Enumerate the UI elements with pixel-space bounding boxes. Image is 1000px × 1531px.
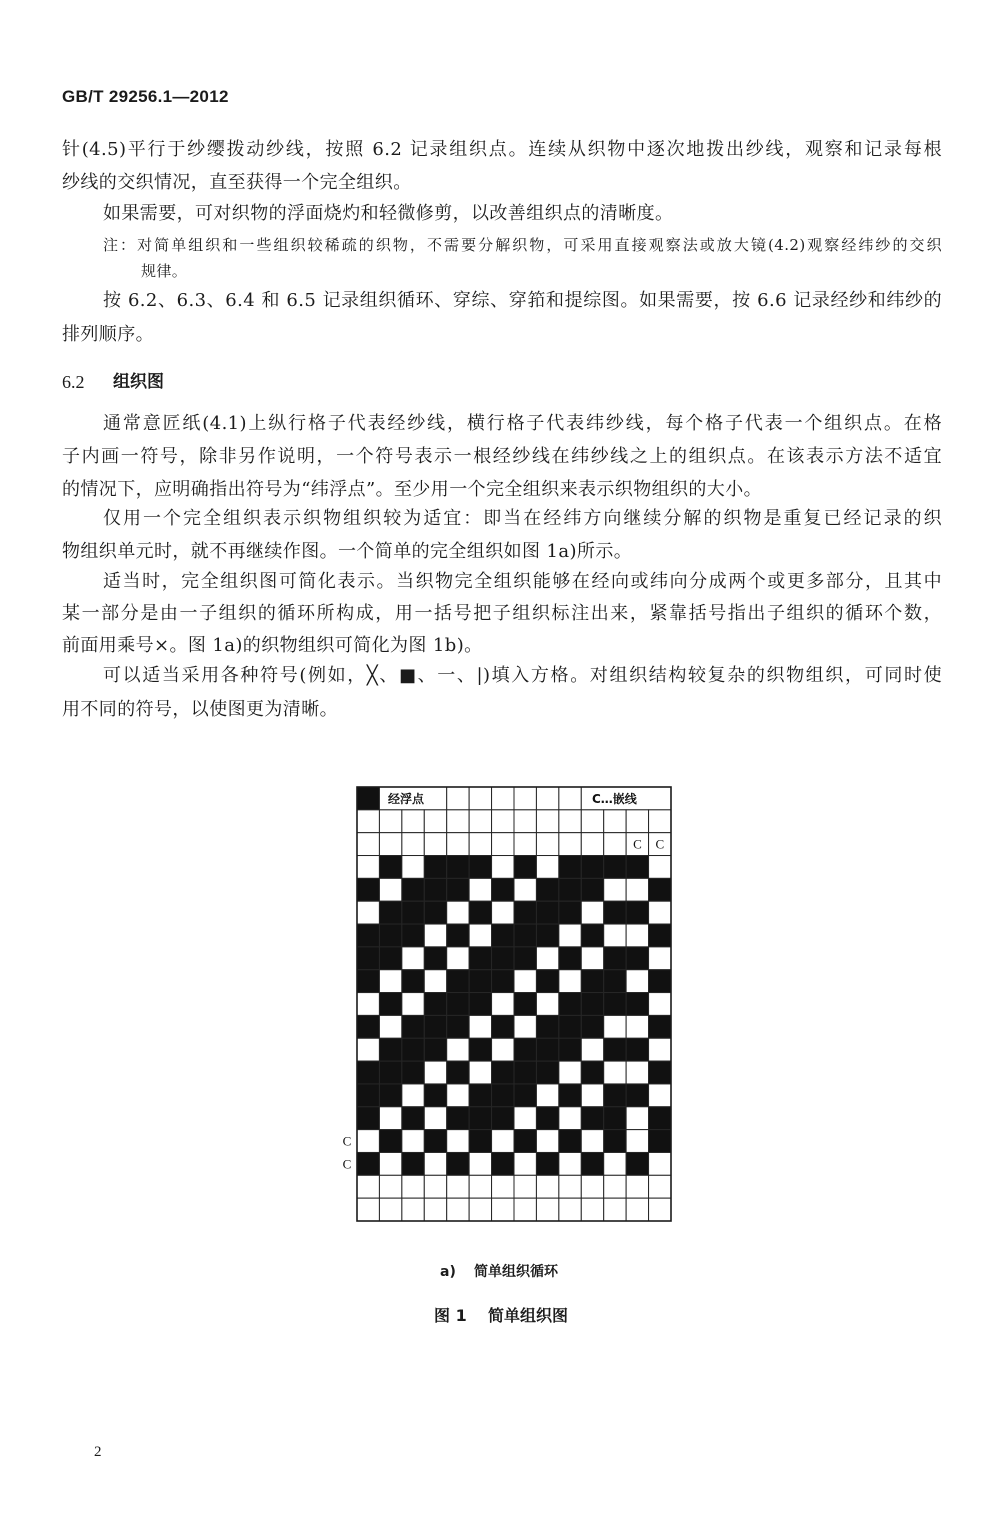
header-cell	[447, 787, 469, 810]
weave-cell	[424, 924, 446, 947]
weave-cell	[447, 924, 469, 947]
weave-cell	[514, 1152, 536, 1175]
weave-cell	[649, 856, 671, 879]
weave-cell	[559, 947, 581, 970]
weave-cell	[424, 1175, 446, 1198]
weave-cell	[469, 970, 491, 993]
weave-cell	[379, 1061, 401, 1084]
paragraph-line: 子内画一符号，除非另作说明，一个符号表示一根经纱线在纬纱线之上的组织点。在该表示方法不适宜	[62, 446, 942, 467]
weave-cell	[604, 856, 626, 879]
weave-cell	[492, 924, 514, 947]
weave-cell	[604, 947, 626, 970]
weave-cell	[447, 856, 469, 879]
weave-cell	[604, 1198, 626, 1221]
paragraph-line: 排列顺序。	[62, 324, 154, 345]
paragraph-line: 针(4.5)平行于纱缨拨动纱线，按照 6.2 记录组织点。连续从织物中逐次地拨出纱线，观察和记录每根	[62, 139, 942, 160]
weave-cell	[469, 810, 491, 833]
paragraph-line: 可以适当采用各种符号(例如，╳、■、一、|)填入方格。对组织结构较复杂的织物组织，可同时使	[103, 665, 942, 686]
paragraph-line: 如果需要，可对织物的浮面烧灼和轻微修剪，以改善组织点的清晰度。	[103, 203, 674, 224]
weave-cell	[447, 1107, 469, 1130]
page-number: 2	[94, 1444, 102, 1460]
weave-cell	[379, 901, 401, 924]
weave-cell	[447, 833, 469, 856]
weave-cell	[559, 924, 581, 947]
weave-cell	[536, 901, 558, 924]
weave-cell	[649, 1015, 671, 1038]
weave-cell	[626, 901, 648, 924]
weave-cell	[581, 1130, 603, 1153]
weave-cell	[492, 947, 514, 970]
weave-cell	[581, 810, 603, 833]
weave-diagram	[330, 780, 690, 1230]
weave-cell	[536, 1084, 558, 1107]
weave-cell	[604, 1175, 626, 1198]
weave-cell	[379, 1084, 401, 1107]
weave-cell	[447, 993, 469, 1016]
weave-cell	[581, 878, 603, 901]
note-line: 规律。	[141, 262, 188, 280]
weave-cell	[447, 810, 469, 833]
weave-cell	[536, 993, 558, 1016]
legend-warp-float-label: 经浮点	[388, 792, 425, 806]
weave-cell	[604, 878, 626, 901]
weave-cell	[604, 1130, 626, 1153]
weave-cell	[536, 1107, 558, 1130]
weave-cell	[469, 833, 491, 856]
weave-cell	[402, 1198, 424, 1221]
weave-cell	[604, 1038, 626, 1061]
weave-cell	[559, 1198, 581, 1221]
weave-cell	[536, 924, 558, 947]
weave-cell	[514, 1084, 536, 1107]
weave-cell	[469, 901, 491, 924]
weave-cell	[581, 924, 603, 947]
weave-cell	[447, 1152, 469, 1175]
weave-cell	[379, 1175, 401, 1198]
weave-cell	[357, 993, 379, 1016]
weave-cell	[514, 993, 536, 1016]
weave-cell	[514, 1061, 536, 1084]
weave-cell	[469, 1152, 491, 1175]
weave-cell	[604, 1061, 626, 1084]
weave-cell	[649, 924, 671, 947]
weave-cell	[447, 878, 469, 901]
weave-cell	[581, 1175, 603, 1198]
weave-cell	[402, 1084, 424, 1107]
weave-cell	[357, 1175, 379, 1198]
weave-cell	[514, 833, 536, 856]
note-line: 注：对简单组织和一些组织较稀疏的织物，不需要分解织物，可采用直接观察法或放大镜(4.2)观察经纬纱的交织	[103, 236, 942, 254]
weave-cell	[379, 947, 401, 970]
inlay-weft-mark: C	[342, 1156, 352, 1172]
weave-cell	[649, 993, 671, 1016]
paragraph-line: 某一部分是由一子组织的循环所构成，用一括号把子组织标注出来，紧靠括号指出子组织的循环个数，	[62, 603, 942, 624]
weave-cell	[424, 1107, 446, 1130]
weave-cell	[379, 1130, 401, 1153]
weave-cell	[447, 970, 469, 993]
weave-cell	[514, 970, 536, 993]
weave-cell	[604, 1015, 626, 1038]
weave-cell	[536, 1015, 558, 1038]
weave-cell	[559, 878, 581, 901]
weave-cell	[357, 970, 379, 993]
paragraph-line: 按 6.2、6.3、6.4 和 6.5 记录组织循环、穿综、穿筘和提综图。如果需要，按 6.6 记录经纱和纬纱的	[103, 290, 942, 311]
weave-cell	[581, 993, 603, 1016]
weave-cell	[581, 970, 603, 993]
weave-cell	[357, 1084, 379, 1107]
legend-warp-float-swatch	[357, 787, 379, 810]
weave-cell	[447, 1198, 469, 1221]
weave-cell	[604, 833, 626, 856]
weave-cell	[424, 856, 446, 879]
paragraph-line: 通常意匠纸(4.1)上纵行格子代表经纱线，横行格子代表纬纱线，每个格子代表一个组织点。在格	[103, 413, 942, 434]
weave-cell	[559, 1107, 581, 1130]
weave-cell	[536, 833, 558, 856]
weave-cell	[469, 1175, 491, 1198]
weave-cell	[626, 1061, 648, 1084]
weave-cell	[514, 947, 536, 970]
weave-cell	[402, 1152, 424, 1175]
weave-cell	[626, 970, 648, 993]
header-cell	[492, 787, 514, 810]
weave-cell	[536, 1061, 558, 1084]
weave-cell	[559, 1061, 581, 1084]
weave-cell	[469, 947, 491, 970]
legend-inlay-label: C…嵌线	[592, 792, 637, 806]
weave-cell	[559, 856, 581, 879]
weave-cell	[379, 970, 401, 993]
weave-cell	[514, 924, 536, 947]
weave-cell	[581, 856, 603, 879]
weave-cell	[492, 1175, 514, 1198]
paragraph-line: 物组织单元时，就不再继续作图。一个简单的完全组织如图 1a)所示。	[62, 541, 633, 562]
weave-cell	[469, 1084, 491, 1107]
weave-cell	[492, 993, 514, 1016]
weave-cell	[379, 993, 401, 1016]
section-number: 6.2	[62, 372, 85, 392]
weave-cell	[424, 1061, 446, 1084]
weave-cell	[626, 1084, 648, 1107]
weave-cell	[379, 856, 401, 879]
weave-cell	[424, 1152, 446, 1175]
weave-cell	[357, 947, 379, 970]
weave-cell	[649, 1084, 671, 1107]
weave-cell	[402, 833, 424, 856]
weave-cell	[536, 856, 558, 879]
weave-cell	[604, 1107, 626, 1130]
weave-cell	[402, 924, 424, 947]
weave-cell	[357, 833, 379, 856]
weave-cell	[469, 924, 491, 947]
weave-cell	[424, 1038, 446, 1061]
weave-cell	[469, 1130, 491, 1153]
weave-cell	[514, 810, 536, 833]
weave-cell	[469, 878, 491, 901]
weave-cell	[492, 901, 514, 924]
figure-caption-title: 简单组织图	[488, 1306, 569, 1325]
weave-cell	[581, 1084, 603, 1107]
weave-cell	[649, 810, 671, 833]
weave-cell	[536, 878, 558, 901]
weave-cell	[514, 1130, 536, 1153]
weave-cell	[357, 878, 379, 901]
header-cell	[514, 787, 536, 810]
weave-cell	[447, 901, 469, 924]
weave-cell	[604, 993, 626, 1016]
weave-cell	[626, 1175, 648, 1198]
weave-cell	[357, 924, 379, 947]
weave-cell	[581, 901, 603, 924]
weave-cell	[424, 1130, 446, 1153]
weave-cell	[492, 1061, 514, 1084]
weave-cell	[581, 1015, 603, 1038]
weave-cell	[379, 1152, 401, 1175]
weave-cell	[649, 947, 671, 970]
weave-cell	[604, 924, 626, 947]
header-cell	[559, 787, 581, 810]
weave-cell	[559, 993, 581, 1016]
weave-cell	[604, 810, 626, 833]
weave-cell	[514, 1198, 536, 1221]
weave-cell	[402, 1061, 424, 1084]
weave-cell	[492, 1015, 514, 1038]
weave-cell	[402, 856, 424, 879]
weave-cell	[357, 901, 379, 924]
weave-cell	[379, 833, 401, 856]
weave-cell	[559, 1152, 581, 1175]
weave-cell	[626, 1152, 648, 1175]
paragraph-line: 适当时，完全组织图可简化表示。当织物完全组织能够在经向或纬向分成两个或更多部分，且其中	[103, 571, 942, 592]
weave-cell	[379, 878, 401, 901]
weave-cell	[626, 810, 648, 833]
weave-cell	[581, 1198, 603, 1221]
weave-cell	[469, 1015, 491, 1038]
weave-cell	[492, 1038, 514, 1061]
weave-cell	[402, 1107, 424, 1130]
weave-cell	[469, 993, 491, 1016]
weave-cell	[581, 1152, 603, 1175]
weave-cell	[649, 1198, 671, 1221]
weave-cell	[424, 810, 446, 833]
weave-cell	[604, 1152, 626, 1175]
weave-cell	[649, 1130, 671, 1153]
paragraph-line: 纱线的交织情况，直至获得一个完全组织。	[62, 172, 412, 193]
weave-cell	[492, 1130, 514, 1153]
weave-cell	[492, 833, 514, 856]
weave-cell	[514, 1038, 536, 1061]
weave-cell	[559, 810, 581, 833]
weave-cell	[447, 1175, 469, 1198]
weave-cell	[492, 1198, 514, 1221]
weave-cell	[469, 1107, 491, 1130]
weave-cell	[492, 878, 514, 901]
weave-cell	[649, 901, 671, 924]
figure-caption-label: 图 1	[434, 1306, 467, 1325]
weave-cell	[626, 856, 648, 879]
weave-cell	[357, 1038, 379, 1061]
weave-cell	[604, 970, 626, 993]
weave-cell	[626, 1038, 648, 1061]
weave-cell	[536, 947, 558, 970]
weave-cell	[402, 1038, 424, 1061]
weave-cell	[402, 947, 424, 970]
weave-cell	[379, 1015, 401, 1038]
weave-cell	[357, 1198, 379, 1221]
weave-cell	[469, 1198, 491, 1221]
weave-cell	[649, 1107, 671, 1130]
weave-cell	[559, 1084, 581, 1107]
header-cell	[469, 787, 491, 810]
weave-cell	[424, 1084, 446, 1107]
weave-cell	[379, 1107, 401, 1130]
weave-cell	[559, 1175, 581, 1198]
weave-cell	[424, 947, 446, 970]
weave-cell	[536, 1198, 558, 1221]
weave-cell	[447, 1061, 469, 1084]
weave-cell	[402, 1130, 424, 1153]
weave-cell	[559, 1038, 581, 1061]
weave-cell	[469, 1061, 491, 1084]
figure-subcaption-title: 简单组织循环	[474, 1264, 558, 1280]
weave-cell	[357, 1152, 379, 1175]
figure-subcaption-label: a)	[440, 1264, 456, 1280]
weave-cell	[424, 833, 446, 856]
weave-cell	[469, 856, 491, 879]
weave-cell	[604, 901, 626, 924]
weave-cell	[514, 1175, 536, 1198]
weave-cell	[402, 810, 424, 833]
weave-cell	[649, 1175, 671, 1198]
weave-cell	[424, 1198, 446, 1221]
weave-cell	[447, 1038, 469, 1061]
weave-cell	[649, 1152, 671, 1175]
weave-cell	[402, 1175, 424, 1198]
weave-cell	[402, 901, 424, 924]
weave-cell	[424, 901, 446, 924]
paragraph-line: 前面用乘号×。图 1a)的织物组织可简化为图 1b)。	[62, 635, 483, 656]
weave-cell	[536, 1152, 558, 1175]
weave-grid	[357, 787, 671, 1221]
weave-cell	[626, 1015, 648, 1038]
weave-cell	[559, 1130, 581, 1153]
inlay-warp-mark: C	[655, 836, 665, 852]
inlay-weft-mark: C	[342, 1133, 352, 1149]
weave-cell	[649, 970, 671, 993]
weave-cell	[447, 947, 469, 970]
weave-cell	[626, 993, 648, 1016]
weave-cell	[514, 1107, 536, 1130]
weave-cell	[379, 924, 401, 947]
weave-cell	[447, 1084, 469, 1107]
weave-cell	[536, 1175, 558, 1198]
standard-code: GB/T 29256.1—2012	[62, 87, 229, 106]
weave-cell	[492, 856, 514, 879]
weave-cell	[357, 856, 379, 879]
weave-cell	[581, 947, 603, 970]
weave-cell	[492, 1107, 514, 1130]
weave-cell	[514, 901, 536, 924]
paragraph-line: 用不同的符号，以使图更为清晰。	[62, 699, 338, 720]
weave-cell	[649, 1061, 671, 1084]
paragraph-line: 的情况下，应明确指出符号为“纬浮点”。至少用一个完全组织来表示织物组织的大小。	[62, 479, 763, 500]
weave-cell	[379, 1198, 401, 1221]
weave-cell	[469, 1038, 491, 1061]
weave-cell	[626, 947, 648, 970]
weave-cell	[357, 1015, 379, 1038]
inlay-warp-mark: C	[633, 836, 642, 852]
weave-cell	[649, 1038, 671, 1061]
weave-cell	[402, 878, 424, 901]
weave-cell	[357, 810, 379, 833]
weave-cell	[581, 1107, 603, 1130]
weave-cell	[379, 810, 401, 833]
weave-cell	[357, 1107, 379, 1130]
weave-cell	[424, 878, 446, 901]
weave-cell	[649, 878, 671, 901]
weave-cell	[626, 878, 648, 901]
weave-cell	[536, 1130, 558, 1153]
weave-cell	[357, 1061, 379, 1084]
weave-cell	[559, 833, 581, 856]
weave-cell	[447, 1015, 469, 1038]
weave-cell	[536, 1038, 558, 1061]
weave-cell	[514, 1015, 536, 1038]
weave-cell	[581, 1061, 603, 1084]
weave-cell	[559, 1015, 581, 1038]
weave-cell	[514, 878, 536, 901]
weave-cell	[424, 1015, 446, 1038]
weave-cell	[357, 1130, 379, 1153]
weave-cell	[536, 810, 558, 833]
weave-cell	[536, 970, 558, 993]
weave-cell	[514, 856, 536, 879]
weave-cell	[424, 970, 446, 993]
weave-cell	[559, 970, 581, 993]
weave-cell	[626, 1130, 648, 1153]
weave-cell	[447, 1130, 469, 1153]
weave-cell	[379, 1038, 401, 1061]
weave-cell	[559, 901, 581, 924]
paragraph-line: 仅用一个完全组织表示织物组织较为适宜：即当在经纬方向继续分解的织物是重复已经记录的织	[103, 508, 942, 529]
weave-cell	[581, 1038, 603, 1061]
weave-cell	[604, 1084, 626, 1107]
weave-cell	[402, 993, 424, 1016]
weave-cell	[402, 1015, 424, 1038]
section-title: 组织图	[113, 372, 164, 392]
weave-cell	[581, 833, 603, 856]
weave-cell	[492, 1084, 514, 1107]
weave-cell	[626, 1107, 648, 1130]
weave-cell	[626, 924, 648, 947]
weave-cell	[492, 1152, 514, 1175]
weave-cell	[492, 970, 514, 993]
header-cell	[536, 787, 558, 810]
weave-cell	[402, 970, 424, 993]
weave-cell	[424, 993, 446, 1016]
weave-cell	[492, 810, 514, 833]
weave-cell	[626, 1198, 648, 1221]
